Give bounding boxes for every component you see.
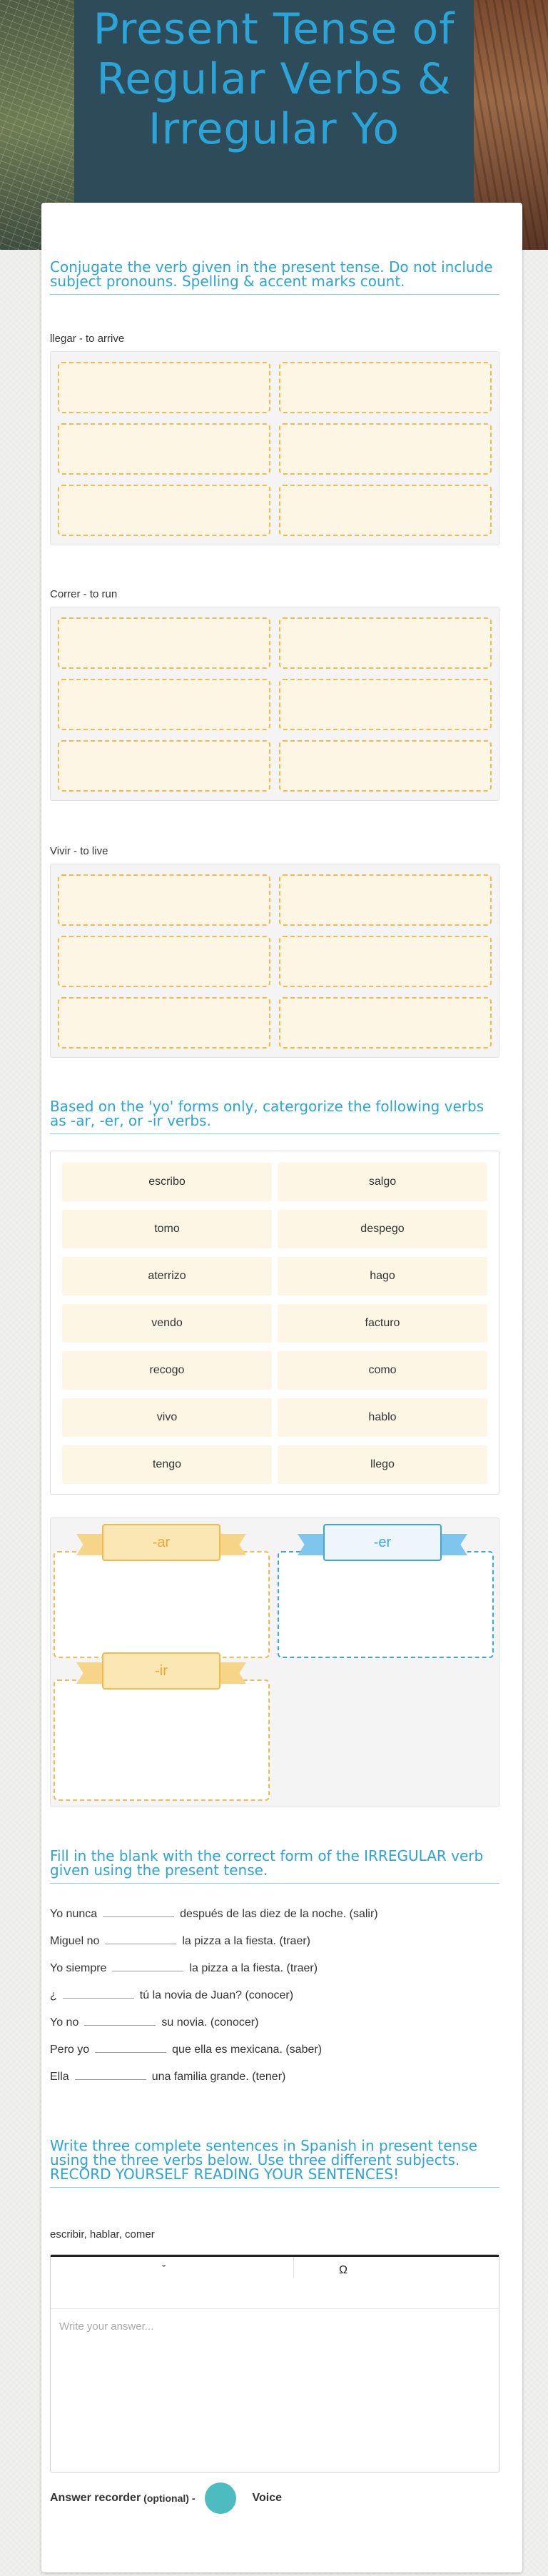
bin-ir[interactable]: [54, 1680, 270, 1801]
verb-label-vivir: Vivir - to live: [50, 845, 108, 857]
section-3-instruction: Fill in the blank with the correct form of the IRREGULAR verb given using the present tense.: [50, 1849, 499, 1884]
blank-drop-zone[interactable]: [58, 423, 270, 475]
blank-drop-zone[interactable]: [279, 740, 492, 792]
draggable-word[interactable]: hablo: [278, 1398, 487, 1437]
fill-row: [50, 2066, 285, 2083]
sentence-end: después de las diez de la noche. (salir): [180, 1908, 378, 1920]
fill-row: [50, 1984, 293, 2002]
bin-ir-header: [76, 1652, 246, 1689]
sentence-start: Ella: [50, 2071, 69, 2083]
fill-blank-input[interactable]: [84, 2011, 156, 2026]
sentence-end: tú la novia de Juan? (conocer): [139, 1989, 294, 2001]
draggable-word[interactable]: llego: [278, 1445, 487, 1484]
blank-drop-zone[interactable]: [58, 679, 270, 730]
draggable-word[interactable]: tomo: [62, 1210, 272, 1248]
editor-toolbar: [51, 2255, 499, 2309]
bin-er-header: [298, 1524, 467, 1561]
bin-ar[interactable]: [54, 1551, 270, 1658]
sentence-end: una familia grande. (tener): [151, 2071, 286, 2083]
blank-drop-zone[interactable]: [279, 423, 492, 475]
blank-drop-zone[interactable]: [279, 874, 492, 926]
blank-drop-zone[interactable]: [58, 997, 270, 1049]
answer-input[interactable]: [59, 2320, 487, 2456]
sentence-start: Miguel no: [50, 1935, 100, 1947]
blank-drop-zone[interactable]: [279, 617, 492, 669]
draggable-word[interactable]: aterrizo: [62, 1257, 272, 1295]
recorder-optional: (optional) -: [143, 2492, 196, 2504]
sentence-start: Yo no: [50, 2016, 79, 2029]
draggable-word[interactable]: vendo: [62, 1304, 272, 1343]
sentence-end: la pizza a la fiesta. (traer): [182, 1935, 310, 1947]
fill-row: [50, 1930, 310, 1948]
fill-blank-input[interactable]: [95, 2039, 166, 2053]
sentence-start: Pero yo: [50, 2044, 90, 2056]
draggable-word[interactable]: facturo: [278, 1304, 487, 1343]
bin-ar-label: -ar: [102, 1524, 220, 1561]
blank-drop-zone[interactable]: [279, 485, 492, 536]
draggable-word[interactable]: como: [278, 1351, 487, 1390]
blank-drop-zone[interactable]: [279, 362, 492, 413]
draggable-word[interactable]: recogo: [62, 1351, 272, 1390]
fill-row: [50, 1957, 318, 1975]
answer-recorder: [50, 2482, 282, 2514]
blank-drop-zone[interactable]: [58, 617, 270, 669]
category-bins: [50, 1517, 499, 1807]
toolbar-divider: [293, 2257, 294, 2278]
fill-row: [50, 2011, 258, 2029]
record-voice-button[interactable]: [205, 2482, 236, 2514]
fill-blank-input[interactable]: [75, 2066, 146, 2080]
bin-er[interactable]: [278, 1551, 494, 1658]
format-dropdown-button[interactable]: ˇ: [162, 2264, 166, 2276]
draggable-word[interactable]: escribo: [62, 1163, 272, 1201]
section-2-instruction: Based on the 'yo' forms only, catergorize the following verbs as -ar, -er, or -ir verbs.: [50, 1099, 499, 1134]
bin-ir-label: -ir: [102, 1652, 220, 1689]
recorder-voice-label[interactable]: Voice: [252, 2492, 282, 2504]
conjugation-grid-correr: [50, 607, 499, 801]
sentence-start: Yo nunca: [50, 1908, 98, 1920]
fill-row: [50, 2039, 322, 2056]
blank-drop-zone[interactable]: [58, 485, 270, 536]
answer-editor: [50, 2254, 499, 2473]
recorder-title: Answer recorder: [50, 2492, 141, 2504]
special-characters-button[interactable]: Ω: [339, 2264, 347, 2276]
draggable-word[interactable]: salgo: [278, 1163, 487, 1201]
conjugation-grid-llegar: [50, 351, 499, 545]
verb-label-llegar: llegar - to arrive: [50, 333, 125, 345]
draggable-word[interactable]: tengo: [62, 1445, 272, 1484]
verb-label-correr: Correr - to run: [50, 588, 118, 600]
blank-drop-zone[interactable]: [279, 679, 492, 730]
bin-ar-header: [76, 1524, 246, 1561]
bin-er-label: -er: [323, 1524, 442, 1561]
sentence-end: su novia. (conocer): [161, 2016, 259, 2029]
sentence-end: que ella es mexicana. (saber): [172, 2044, 323, 2056]
blank-drop-zone[interactable]: [279, 936, 492, 987]
blank-drop-zone[interactable]: [279, 997, 492, 1049]
fill-blank-input[interactable]: [63, 1984, 134, 1999]
draggable-word[interactable]: vivo: [62, 1398, 272, 1437]
fill-blank-input[interactable]: [112, 1957, 183, 1971]
blank-drop-zone[interactable]: [58, 936, 270, 987]
fill-row: [50, 1903, 378, 1921]
blank-drop-zone[interactable]: [58, 362, 270, 413]
conjugation-grid-vivir: [50, 864, 499, 1058]
section-4-instruction: Write three complete sentences in Spanish in present tense using the three verbs below. Use three different subjects. RECORD YOURSELF READING YOUR SENTENCES!: [50, 2138, 499, 2188]
sentence-start: Yo siempre: [50, 1962, 107, 1974]
section-1-instruction: Conjugate the verb given in the present tense. Do not include subject pronouns. Spelling & accent marks count.: [50, 260, 499, 295]
fill-blank-input[interactable]: [105, 1930, 176, 1944]
sentence-end: la pizza a la fiesta. (traer): [189, 1962, 318, 1974]
sentence-start: ¿: [50, 1989, 57, 2001]
verbs-list: escribir, hablar, comer: [50, 2228, 155, 2241]
draggable-word[interactable]: hago: [278, 1257, 487, 1295]
word-bank: [50, 1151, 499, 1495]
fill-blank-input[interactable]: [103, 1903, 174, 1917]
blank-drop-zone[interactable]: [58, 874, 270, 926]
blank-drop-zone[interactable]: [58, 740, 270, 792]
page-title: Present Tense of Regular Verbs & Irregular Yo: [93, 4, 455, 154]
draggable-word[interactable]: despego: [278, 1210, 487, 1248]
